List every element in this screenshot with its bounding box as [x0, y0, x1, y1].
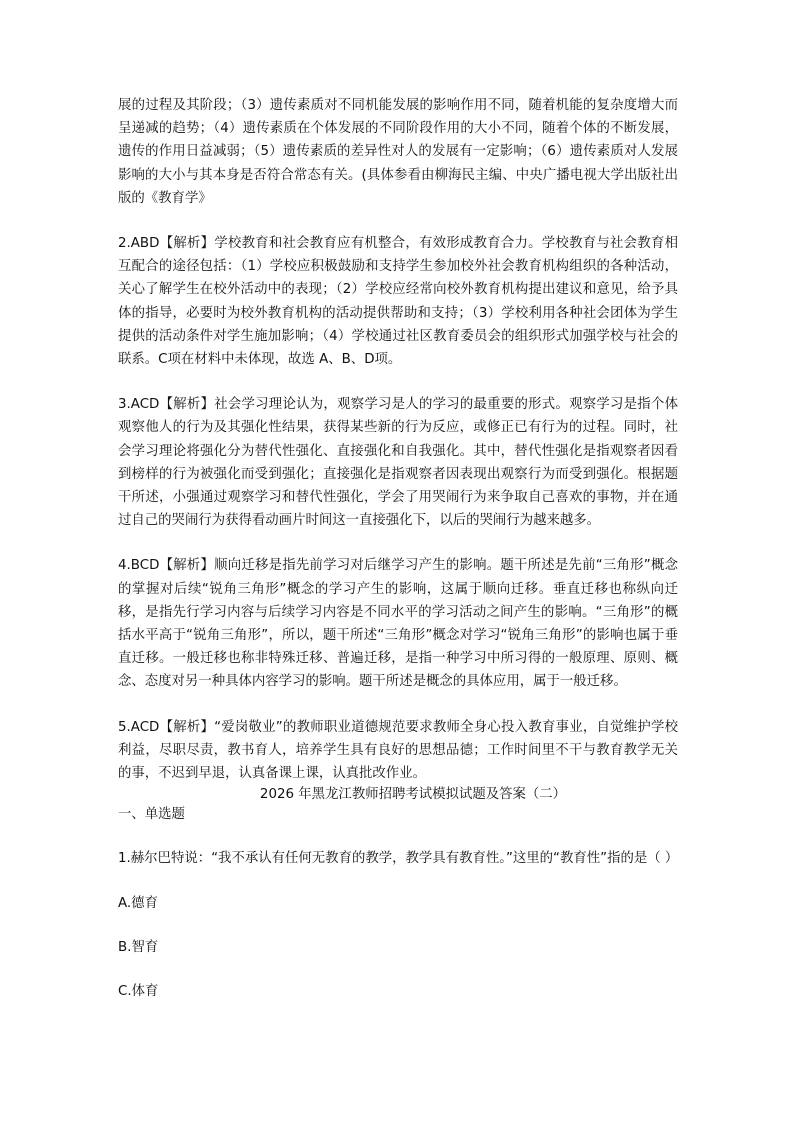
- document-content: [118, 94, 678, 1002]
- exam-title: 2026 年黑龙江教师招聘考试模拟试题及答案（二）: [259, 787, 567, 803]
- answer-paragraph-4: 4.BCD【解析】顺向迁移是指先前学习对后继学习产生的影响。题干所述是先前“三角形”概念的掌握对后续“锐角三角形”概念的学习产生的影响，这属于顺向迁移。垂直迁移也称纵向迁移，是指先行学习内容与后续学习内容是不同水平的学习活动之间产生的影响。“三角形”的概括水平高于“锐角三角形”，所以，题干所述“三角形”概念对学习“锐角三角形”的影响也属于垂直迁移。一般迁移也称非特殊迁移、普遍迁移，是指一种学习中所习得的一般原理、原则、概念、态度对另一种具体内容学习的影响。题干所述是概念的具体应用，属于一般迁移。: [118, 558, 678, 690]
- option-c: C.体育: [118, 984, 159, 1000]
- answer-paragraph-2: 2.ABD【解析】学校教育和社会教育应有机整合，有效形成教育合力。学校教育与社会教育相互配合的途径包括：（1）学校应积极鼓励和支持学生参加校外社会教育机构组织的各种活动，关心了解学生在校外活动中的表现；（2）学校应经常向校外教育机构提出建议和意见，给予具体的指导，必要时为校外教育机构的活动提供帮助和支持；（3）学校利用各种社会团体为学生提供的活动条件对学生施加影响；（4）学校通过社区教育委员会的组织形式加强学校与社会的联系。C项在材料中未体现，故选 A、B、D项。: [118, 236, 678, 368]
- answer-paragraph-3: 3.ACD【解析】社会学习理论认为，观察学习是人的学习的最重要的形式。观察学习是指个体观察他人的行为及其强化性结果，获得某些新的行为反应，或修正已有行为的过程。同时，社会学习理论将强化分为替代性强化、直接强化和自我强化。其中，替代性强化是指观察者因看到榜样的行为被强化而受到强化；直接强化是指观察者因表现出观察行为而受到强化。根据题干所述，小强通过观察学习和替代性强化，学会了用哭闹行为来争取自己喜欢的事物，并在通过自己的哭闹行为获得看动画片时间这一直接强化下，以后的哭闹行为越来越多。: [118, 397, 678, 529]
- option-b: B.智育: [118, 940, 159, 956]
- section-heading: 一、单选题: [118, 807, 185, 823]
- answer-paragraph-5: 5.ACD【解析】“爱岗敬业”的教师职业道德规范要求教师全身心投入教育事业，自觉维护学校利益，尽职尽责，教书育人，培养学生具有良好的思想品德；工作时间里不干与教育教学无关的事，不迟到早退，认真备课上课，认真批改作业。: [118, 719, 678, 782]
- question-stem: 1.赫尔巴特说：“我不承认有任何无教育的教学，教学具有教育性。”这里的“教育性”指的是（ ）: [118, 851, 679, 867]
- option-a: A.德育: [118, 896, 158, 912]
- answer-paragraph-1-continued: 展的过程及其阶段；（3）遗传素质对不同机能发展的影响作用不同，随着机能的复杂度增大而呈递减的趋势；（4）遗传素质在个体发展的不同阶段作用的大小不同，随着个体的不断发展，遗传的作用日益减弱；（5）遗传素质的差异性对人的发展有一定影响；（6）遗传素质对人发展影响的大小与其本身是否符合常态有关。(具体参看由柳海民主编、中央广播电视大学出版社出版的《教育学》: [118, 98, 678, 206]
